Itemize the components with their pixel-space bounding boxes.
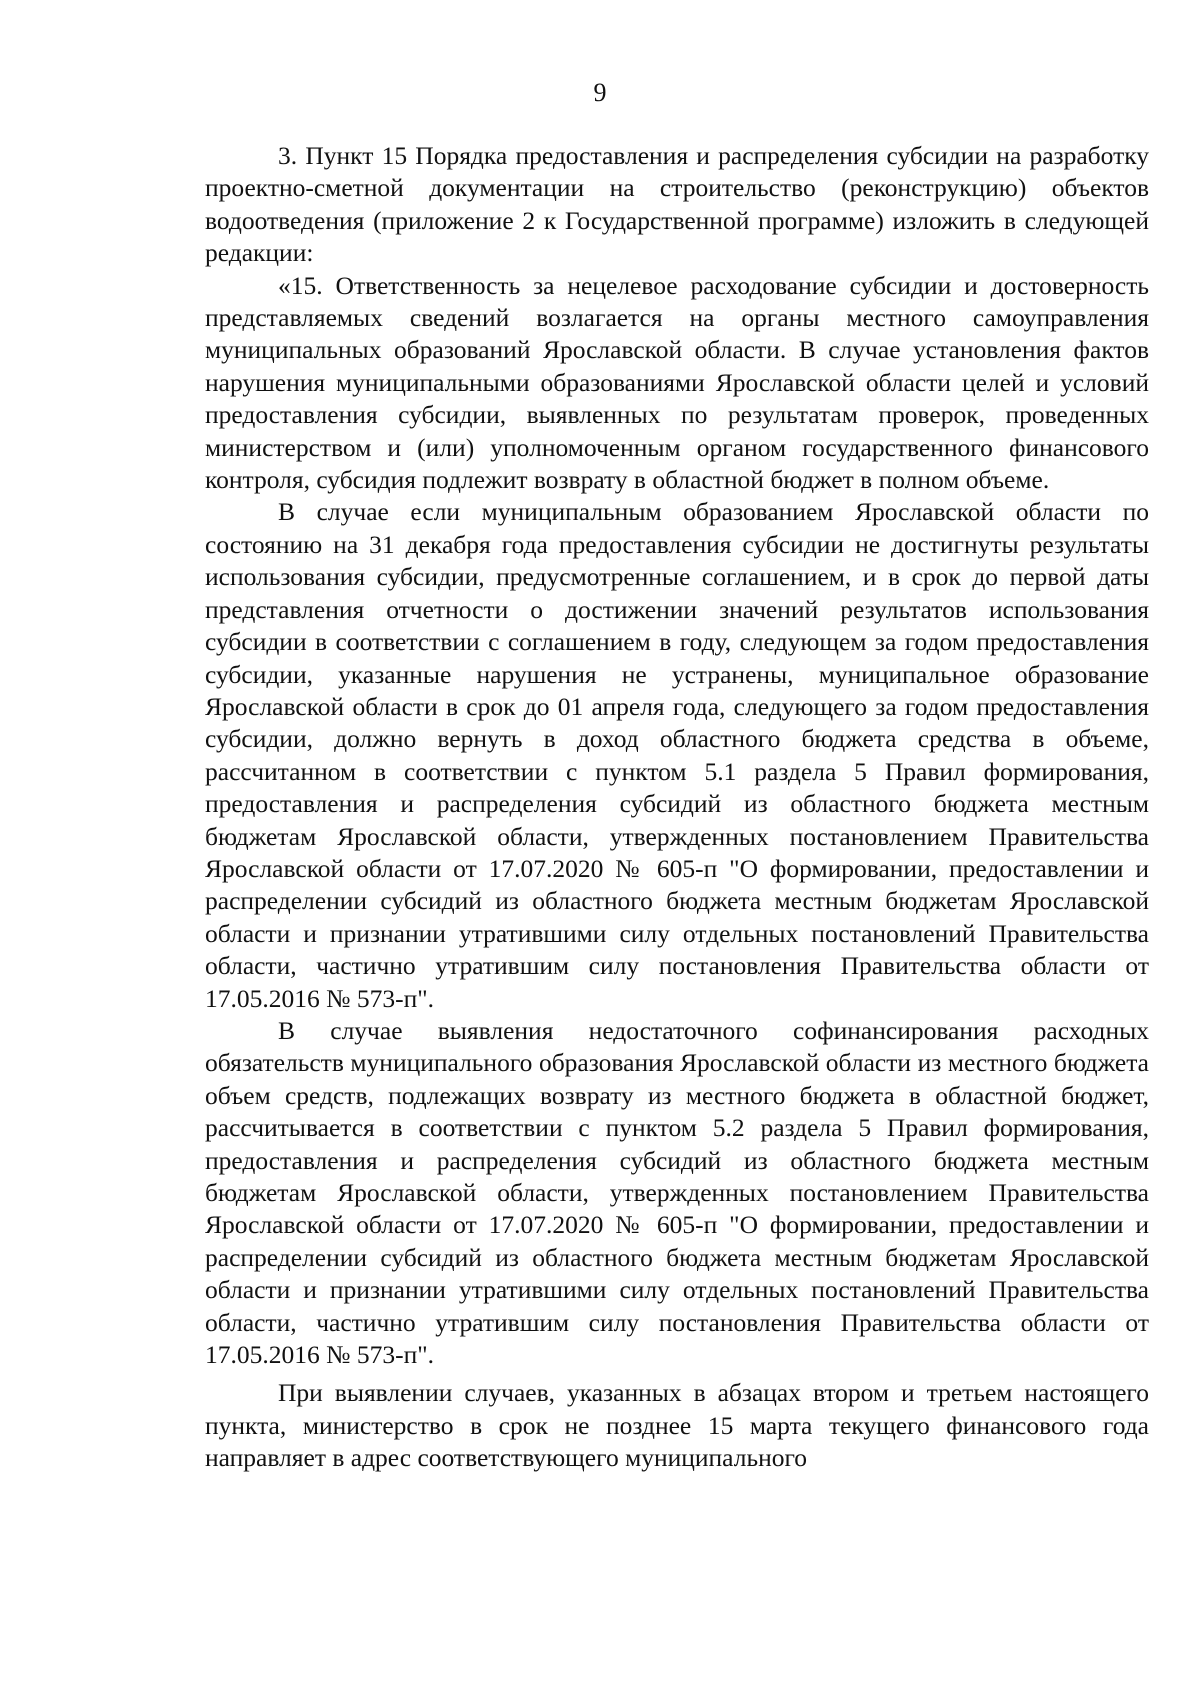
paragraph-return-of-funds: В случае если муниципальным образованием Ярославской области по состоянию на 31 декабря года предоставления субсидии не достигнуты результаты использования субсидии, предусмотренные соглашением, и в срок до первой даты представления отчетности о достижении значений результатов использования субсидии в соответствии с соглашением в году, следующем за годом предоставления субсидии, указанные нарушения не устранены, муниципальное образование Ярославской области в срок до 01 апреля года, следующего за годом предоставления субсидии, должно вернуть в доход областного бюджета средства в объеме, рассчитанном в соответствии с пунктом 5.1 раздела 5 Правил формирования, предоставления и распределения субсидий из областного бюджета местным бюджетам Ярославской области, утвержденных постановлением Правительства Ярославской области от 17.07.2020 № 605-п "О формировании, предоставлении и распределении субсидий из областного бюджета местным бюджетам Ярославской области и признании утратившими силу отдельных постановлений Правительства области, частично утратившим силу постановления Правительства области от 17.05.2016 № 573-п". <box>205 497 1149 1013</box>
document-body <box>205 140 1149 1475</box>
paragraph-item-3: 3. Пункт 15 Порядка предоставления и распределения субсидии на разработку проектно-сметной документации на строительство (реконструкцию) объектов водоотведения (приложение 2 к Государственной программе) изложить в следующей редакции: <box>205 141 1149 268</box>
paragraph-ministry-notice: При выявлении случаев, указанных в абзацах втором и третьем настоящего пункта, министерство в срок не позднее 15 марта текущего финансового года направляет в адрес соответствующего муниципального <box>205 1378 1149 1473</box>
page-number: 9 <box>593 78 607 107</box>
paragraph-clause-15-responsibility: «15. Ответственность за нецелевое расходование субсидии и достоверность представляемых сведений возлагается на органы местного самоуправления муниципальных образований Ярославской области. В случае установления фактов нарушения муниципальными образованиями Ярославской области целей и условий предоставления субсидии, выявленных по результатам проверок, проведенных министерством и (или) уполномоченным органом государственного финансового контроля, субсидия подлежит возврату в областной бюджет в полном объеме. <box>205 270 1149 495</box>
paragraph-insufficient-cofinancing: В случае выявления недостаточного софинансирования расходных обязательств муниципального образования Ярославской области из местного бюджета объем средств, подлежащих возврату из местного бюджета в областной бюджет, рассчитывается в соответствии с пунктом 5.2 раздела 5 Правил формирования, предоставления и распределения субсидий из областного бюджета местным бюджетам Ярославской области, утвержденных постановлением Правительства Ярославской области от 17.07.2020 № 605-п "О формировании, предоставлении и распределении субсидий из областного бюджета местным бюджетам Ярославской области и признании утратившими силу отдельных постановлений Правительства области, частично утратившим силу постановления Правительства области от 17.05.2016 № 573-п". <box>205 1015 1149 1370</box>
